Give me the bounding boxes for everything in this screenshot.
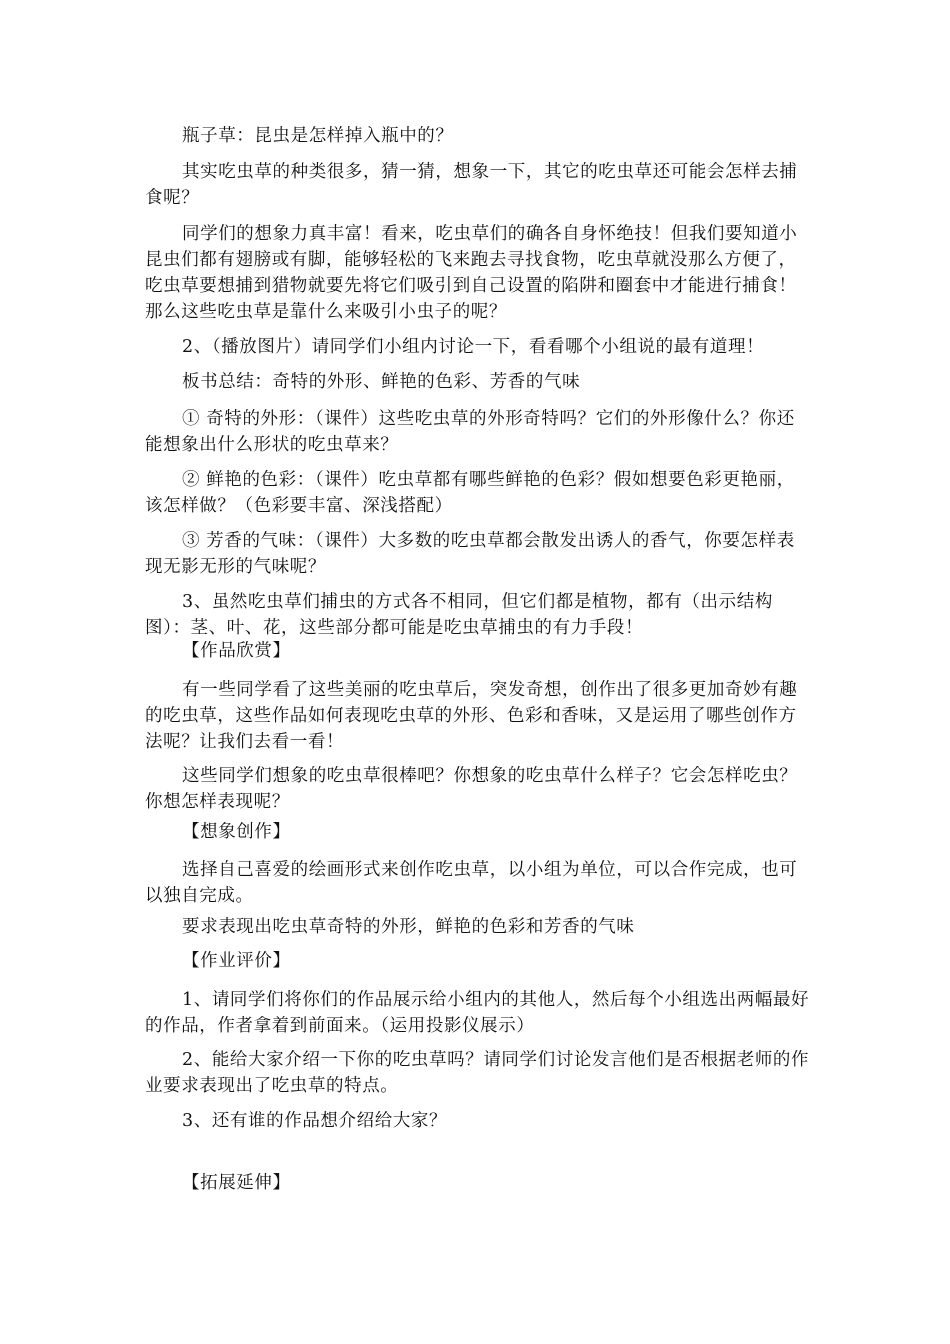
paragraph-introduce-work: 2、能给大家介绍一下你的吃虫草吗？请同学们讨论发言他们是否根据老师的作业要求表现出了吃虫草的特点。 [145, 1050, 810, 1096]
paragraph-student-works: 有一些同学看了这些美丽的吃虫草后，突发奇想，创作出了很多更加奇妙有趣的吃虫草，这些作品如何表现吃虫草的外形、色彩和香味，又是运用了哪些创作方法呢？让我们去看一看！ [145, 680, 798, 752]
paragraph-board-summary: 板书总结：奇特的外形、鲜艳的色彩、芳香的气味 [182, 372, 581, 392]
paragraph-pitcher-plant: 瓶子草：昆虫是怎样掉入瓶中的？ [182, 126, 454, 146]
heading-assignment-evaluation: 【作业评价】 [182, 951, 291, 971]
heading-work-appreciation: 【作品欣赏】 [182, 641, 291, 661]
paragraph-group-discussion: 2、（播放图片）请同学们小组内讨论一下，看看哪个小组说的最有道理！ [182, 337, 765, 357]
paragraph-fragrance: ③ 芳香的气味：（课件）大多数的吃虫草都会散发出诱人的香气，你要怎样表现无影无形的气味呢？ [145, 531, 795, 577]
paragraph-your-idea: 这些同学们想象的吃虫草很棒吧？你想象的吃虫草什么样子？它会怎样吃虫？你想怎样表现呢？ [145, 766, 798, 812]
paragraph-unique-shape: ① 奇特的外形：（课件）这些吃虫草的外形奇特吗？它们的外形像什么？你还能想象出什么形状的吃虫草来？ [145, 409, 795, 455]
paragraph-show-works: 1、请同学们将你们的作品展示给小组内的其他人，然后每个小组选出两幅最好的作品，作者拿着到前面来。（运用投影仪展示） [145, 990, 810, 1036]
paragraph-requirements: 要求表现出吃虫草奇特的外形，鲜艳的色彩和芳香的气味 [182, 917, 635, 937]
paragraph-choose-form: 选择自己喜爱的绘画形式来创作吃虫草，以小组为单位，可以合作完成，也可以独自完成。 [145, 860, 798, 906]
paragraph-attract-insects: 同学们的想象力真丰富！看来，吃虫草们的确各自身怀绝技！但我们要知道小昆虫们都有翅膀或有脚，能够轻松的飞来跑去寻找食物，吃虫草就没那么方便了，吃虫草要想捕到猎物就要先将它们吸引到自己设置的陷阱和圈套中才能进行捕食！那么这些吃虫草是靠什么来吸引小虫子的呢？ [145, 224, 798, 322]
paragraph-imagine-feeding: 其实吃虫草的种类很多，猜一猜，想象一下，其它的吃虫草还可能会怎样去捕食呢？ [145, 162, 798, 208]
paragraph-who-else: 3、还有谁的作品想介绍给大家？ [182, 1111, 448, 1131]
heading-imaginative-creation: 【想象创作】 [182, 822, 291, 842]
heading-extension: 【拓展延伸】 [182, 1173, 291, 1193]
paragraph-plant-structure: 3、虽然吃虫草们捕虫的方式各不相同，但它们都是植物，都有（出示结构图）：茎、叶、花，这些部分都可能是吃虫草捕虫的有力手段！ [145, 592, 773, 638]
paragraph-bright-colors: ② 鲜艳的色彩：（课件）吃虫草都有哪些鲜艳的色彩？假如想要色彩更艳丽，该怎样做？（色彩要丰富、深浅搭配） [145, 470, 795, 516]
